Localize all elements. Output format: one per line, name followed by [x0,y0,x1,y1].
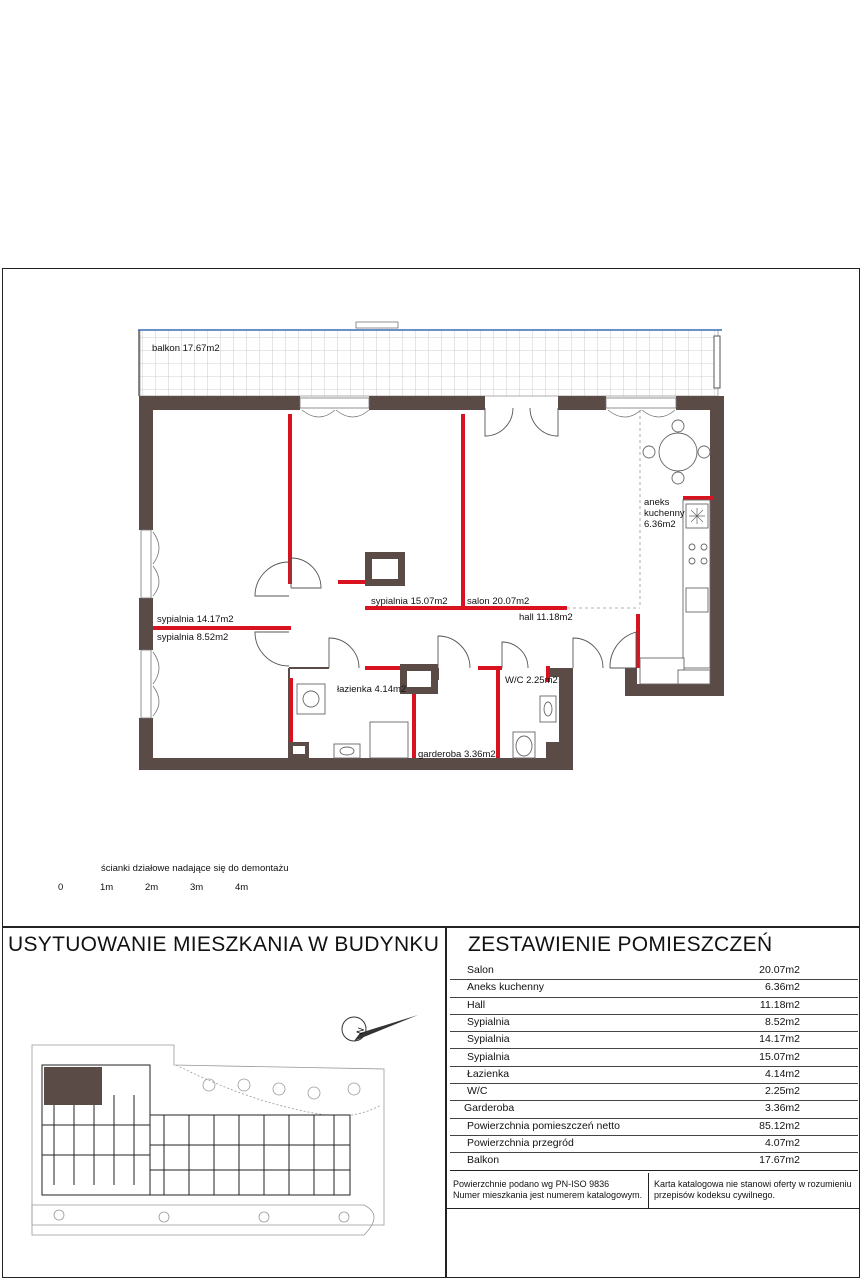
table-row [450,1083,858,1101]
sypialnia1-label: sypialnia 15.07m2 [371,596,448,607]
table-row [450,1152,858,1170]
row-name: Hall [467,998,486,1011]
row-value: 3.36m2 [764,1102,800,1115]
table-row [450,979,858,997]
scale-tick-0: 0 [58,882,64,893]
row-name: Salon [467,964,494,976]
salon-label: salon 20.07m2 [467,596,530,607]
note-right: Karta katalogowa nie stanowi oferty w rozumieniu przepisów kodeksu cywilnego. [654,1179,852,1200]
row-value: 11.18m2 [759,998,800,1011]
row-name: Balkon [467,1154,500,1167]
row-value: 4.07m2 [764,1137,800,1149]
table-row [450,1066,858,1084]
location-title: USYTUOWANIE MIESZKANIA W BUDYNKU [8,933,440,956]
table-row [450,1118,858,1136]
notes-bottom-line [445,1208,860,1209]
notes-divider [648,1173,649,1208]
doors [255,408,636,668]
row-value: 14.17m2 [759,1033,800,1046]
garderoba-label: garderoba 3.36m2 [418,749,496,760]
table-row [450,1031,858,1049]
partition-walls [153,414,713,758]
outer-walls [139,396,724,770]
table-row [450,997,858,1015]
room-boundaries [567,410,640,608]
ventilation-shafts [289,552,560,758]
row-value: 85.12m2 [759,1119,800,1132]
balkon-label: balkon 17.67m2 [152,343,220,354]
lazienka-label: łazienka 4.14m2 [337,684,407,695]
table-row [450,1100,858,1118]
sypialnia2-label: sypialnia 14.17m2 [157,614,234,625]
aneks-label-line2: kuchenny [644,508,685,519]
legend-label: ścianki działowe nadające się do demontażu [101,863,289,874]
scale-tick-4: 4m [235,882,249,893]
table-row [450,1049,858,1067]
balcony [138,322,722,396]
table-row [450,962,858,980]
row-name: Sypialnia [467,1050,510,1063]
compass-label: N [354,1026,367,1036]
row-value: 4.14m2 [764,1067,800,1080]
row-value: 20.07m2 [759,964,800,976]
scale-tick-2: 2m [145,882,159,893]
column-divider [445,926,447,1278]
wc-label: W/C 2.25m2 [505,675,558,686]
scale-tick-1: 1m [100,882,114,893]
location-map [14,1005,434,1265]
row-value: 15.07m2 [759,1050,800,1063]
row-name: Aneks kuchenny [467,981,545,994]
row-value: 8.52m2 [764,1015,800,1028]
row-name: Garderoba [464,1102,515,1115]
compass [342,1015,418,1041]
row-name: Sypialnia [467,1033,510,1046]
row-name: Łazienka [467,1067,510,1080]
row-value: 6.36m2 [764,981,800,994]
aneks-label-line1: aneks [644,497,670,508]
row-name: Powierzchnia przegród [467,1137,574,1149]
summary-title: ZESTAWIENIE POMIESZCZEŃ [468,933,773,956]
bathroom-fixtures [297,684,556,758]
row-name: Sypialnia [467,1015,510,1028]
apartment-highlight [44,1067,102,1105]
dining-table [643,420,710,484]
scale-tick-3: 3m [190,882,204,893]
hall-label: hall 11.18m2 [519,612,573,623]
row-value: 2.25m2 [764,1085,800,1098]
row-value: 17.67m2 [759,1154,800,1167]
note-left: Powierzchnie podano wg PN-ISO 9836 Numer mieszkania jest numerem katalogowym. [453,1179,643,1200]
table-row [450,1014,858,1032]
table-row [450,1135,858,1153]
aneks-label-line3: 6.36m2 [644,519,676,530]
sypialnia3-label: sypialnia 8.52m2 [157,632,229,643]
row-name: W/C [467,1085,488,1098]
row-name: Powierzchnia pomieszczeń netto [467,1119,620,1132]
section-divider [2,926,860,928]
